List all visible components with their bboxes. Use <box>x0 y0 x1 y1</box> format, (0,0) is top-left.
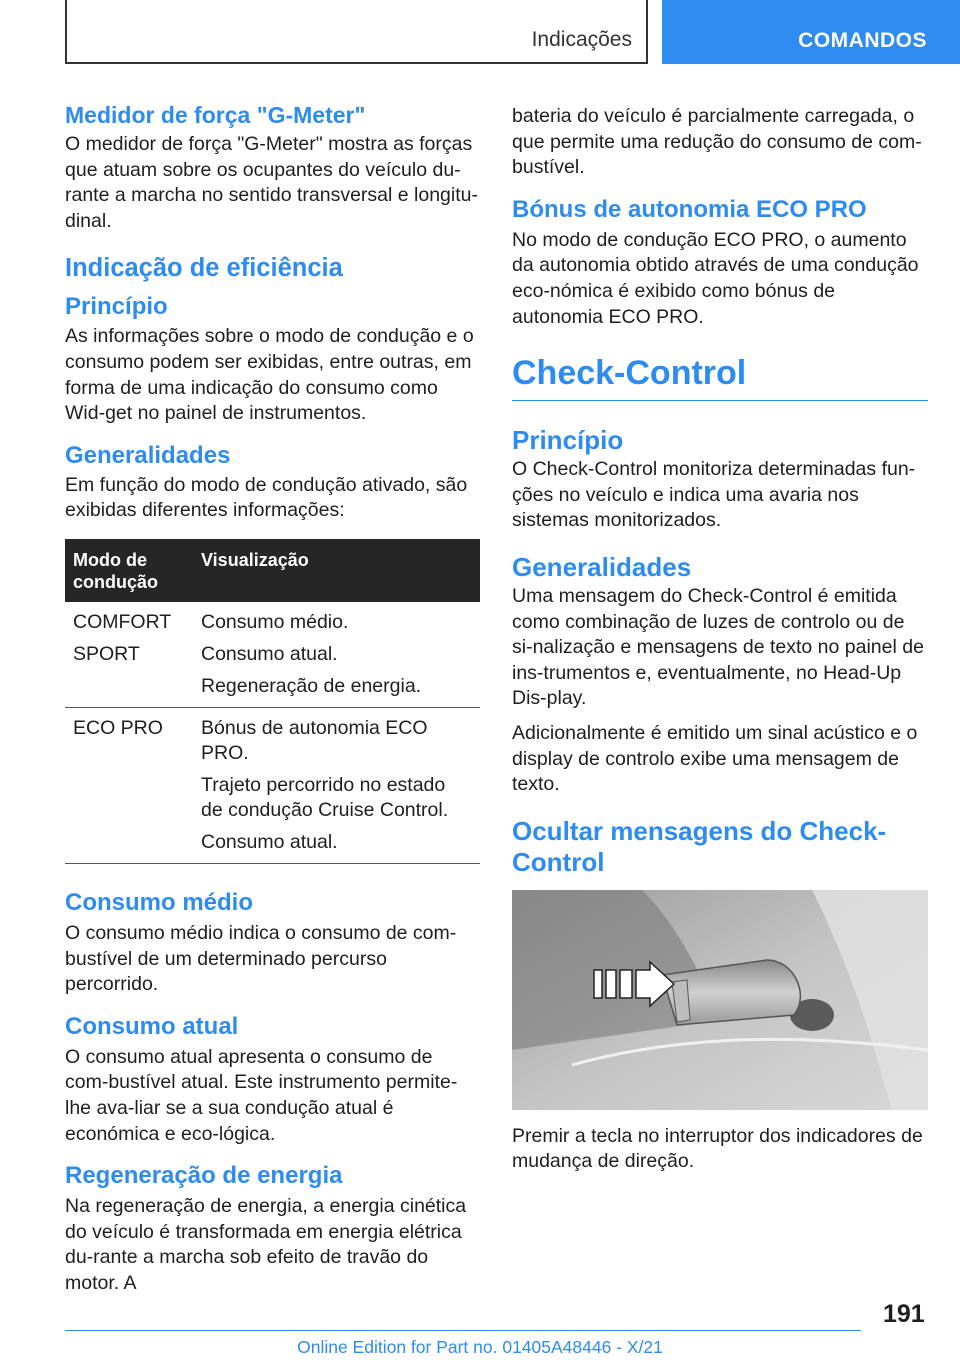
page-number: 191 <box>883 1300 925 1328</box>
table-cell-views <box>193 602 480 708</box>
footer-edition: Online Edition for Part no. 01405A48446 - X/21 <box>297 1337 663 1357</box>
efficiency-title: Indicação de eficiência <box>65 254 343 283</box>
cc-general-text-1: Uma mensagem do Check-Control é emitida como combinação de luzes de controlo ou de si-nalização e mensagens de texto no painel de ins-trumentos e, eventualmente, no Head-Up Dis-play. <box>512 584 924 710</box>
turn-signal-stalk-illustration <box>512 890 928 1110</box>
principle-text: As informações sobre o modo de condução e o consumo podem ser exibidas, entre outras, em forma de uma indicação do consumo como Wid-get no painel de instrumentos. <box>65 325 474 425</box>
view-label: Trajeto percorrido no estado de condução Cruise Control. <box>201 773 449 821</box>
view-label: Consumo atual. <box>201 642 338 665</box>
view-label: Consumo atual. <box>201 830 338 853</box>
hide-messages-title: Ocultar mensagens do Check-Control <box>512 815 887 877</box>
view-label: Regeneração de energia. <box>201 674 422 697</box>
table-header-display: Visualização <box>193 539 480 602</box>
view-label: Consumo médio. <box>201 610 349 633</box>
avg-consumption-title: Consumo médio <box>65 888 254 916</box>
header-chapter-label: COMANDOS <box>798 29 927 52</box>
table-cell-modes <box>65 602 193 708</box>
right-column <box>512 100 928 1184</box>
eco-bonus-text: No modo de condução ECO PRO, o aumento da autonomia obtido através de uma condução eco-nómica é exibido como bónus de autonomia ECO PRO. <box>512 228 919 328</box>
header-section-box <box>65 0 648 64</box>
regen-text: Na regeneração de energia, a energia cinética do veículo é transformada em energia elétrica du-rante a marcha sob efeito de travão do motor. A <box>65 1195 467 1294</box>
check-control-title: Check-Control <box>512 352 928 401</box>
gmeter-text: O medidor de força "G-Meter" mostra as forças que atuam sobre os ocupantes do veículo du-rante a marcha no sentido transversal e longitu-dinal. <box>65 133 478 232</box>
regen-continued-text: bateria do veículo é parcialmente carregada, o que permite uma redução do consumo de com-bustível. <box>512 105 922 179</box>
view-label: Bónus de autonomia ECO PRO. <box>201 716 428 764</box>
cc-general-text-2: Adicionalmente é emitido um sinal acústico e o display de controlo exibe uma mensagem de texto. <box>512 721 918 796</box>
gmeter-title: Medidor de força "G-Meter" <box>65 102 366 128</box>
regen-title: Regeneração de energia <box>65 1162 343 1190</box>
eco-bonus-title: Bónus de autonomia ECO PRO <box>512 195 867 223</box>
cc-principle-title: Princípio <box>512 425 624 456</box>
hide-messages-text: Premir a tecla no interruptor dos indicadores de mudança de direção. <box>512 1124 923 1173</box>
current-consumption-title: Consumo atual <box>65 1012 239 1040</box>
general-text: Em função do modo de condução ativado, são exibidas diferentes informações: <box>65 473 468 522</box>
cc-general-title: Generalidades <box>512 551 692 582</box>
table-header-mode: Modo de condução <box>65 539 193 602</box>
table-cell-modes <box>65 707 193 863</box>
mode-label: COMFORT <box>73 610 172 633</box>
header-chapter-box <box>662 0 960 64</box>
table-row <box>65 707 480 863</box>
mode-label: SPORT <box>73 642 140 665</box>
mode-label: ECO PRO <box>73 716 163 739</box>
driving-mode-table <box>65 539 480 864</box>
avg-consumption-text: O consumo médio indica o consumo de com-bustível de um determinado percurso percorrido. <box>65 921 457 996</box>
table-row <box>65 602 480 708</box>
footer-divider <box>65 1330 861 1331</box>
principle-title: Princípio <box>65 293 168 321</box>
table-cell-views <box>193 707 480 863</box>
cc-principle-text: O Check-Control monitoriza determinadas fun-ções no veículo e indica uma avaria nos sistemas monitorizados. <box>512 458 916 532</box>
header-section-label: Indicações <box>531 28 632 51</box>
table-header-row <box>65 539 480 602</box>
general-title: Generalidades <box>65 441 231 469</box>
current-consumption-text: O consumo atual apresenta o consumo de com-bustível atual. Este instrumento permite-lhe ava-liar se a sua condução atual é económica e eco-lógica. <box>65 1045 458 1145</box>
left-column <box>65 100 480 1305</box>
